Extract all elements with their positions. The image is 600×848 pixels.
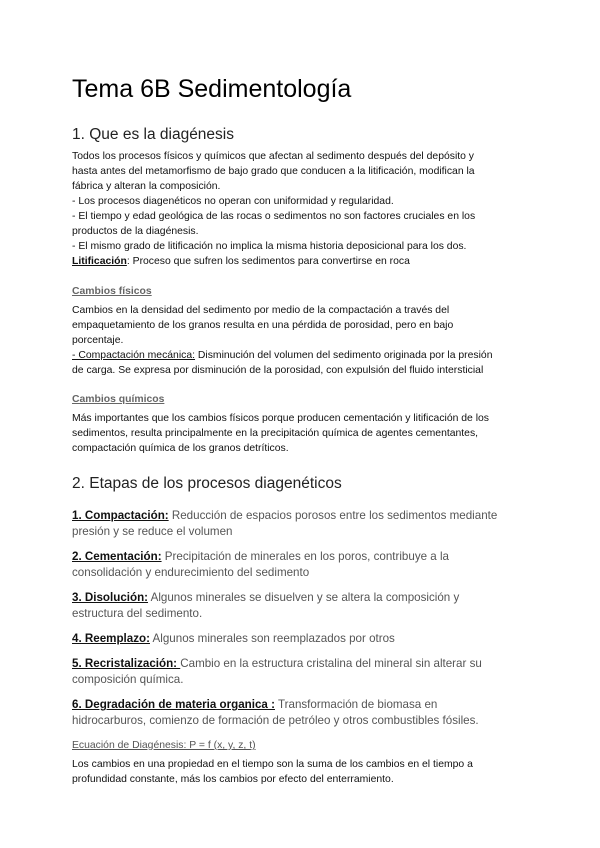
stage-text: hidrocarburos, comienzo de formación de petróleo y otros combustibles fósiles.: [72, 714, 479, 727]
stage-recristalizacion: [72, 656, 528, 688]
text-line: productos de la diagénesis.: [72, 226, 199, 237]
diagenesis-definition: [72, 149, 528, 269]
stage-label: 1. Compactación:: [72, 509, 169, 522]
subheading-cambios-fisicos: Cambios físicos: [72, 286, 152, 297]
text-line: - El mismo grado de litificación no implica la misma historia deposicional para los dos.: [72, 241, 467, 252]
stage-label: 4. Reemplazo:: [72, 632, 150, 645]
text-line: Más importantes que los cambios físicos porque producen cementación y litificación de los: [72, 413, 489, 424]
text-line: Todos los procesos físicos y químicos que afectan al sedimento después del depósito y: [72, 151, 474, 162]
stage-label: 5. Recristalización:: [72, 657, 181, 670]
stage-text: estructura del sedimento.: [72, 607, 203, 620]
stages-list: [72, 508, 528, 729]
compactacion-mecanica-text: Disminución del volumen del sedimento originada por la presión: [195, 350, 493, 361]
text-line: compactación química de los granos detríticos.: [72, 443, 289, 454]
section-heading-etapas: 2. Etapas de los procesos diagenéticos: [72, 475, 342, 492]
ecuacion-diagenesis-body: [72, 757, 528, 787]
stage-label: 3. Disolución:: [72, 591, 149, 604]
text-line: - El tiempo y edad geológica de las rocas o sedimentos no son factores cruciales en los: [72, 211, 476, 222]
stage-text: consolidación y endurecimiento del sedimento: [72, 566, 310, 579]
text-line: Cambios en la densidad del sedimento por medio de la compactación a través del: [72, 305, 450, 316]
text-line: sedimentos, resulta principalmente en la precipitación química de agentes cementantes,: [72, 428, 479, 439]
stage-text: Cambio en la estructura cristalina del mineral sin alterar su: [180, 657, 482, 670]
text-line: profundidad constante, más los cambios por efecto del enterramiento.: [72, 774, 394, 785]
stage-text: Precipitación de minerales en los poros, contribuye a la: [161, 550, 449, 563]
page-title: Tema 6B Sedimentología: [72, 75, 352, 103]
subheading-cambios-quimicos: Cambios químicos: [72, 394, 165, 405]
litificacion-text: : Proceso que sufren los sedimentos para convertirse en roca: [126, 256, 410, 267]
stage-text: Transformación de biomasa en: [274, 698, 438, 711]
litificacion-definition: [72, 254, 528, 269]
stage-label: 2. Cementación:: [72, 550, 162, 563]
stage-reemplazo: [72, 631, 528, 647]
text-line: de carga. Se expresa por disminución de la porosidad, con expulsión del fluido intersticial: [72, 365, 484, 376]
stage-text: Algunos minerales son reemplazados por otros: [149, 632, 395, 645]
stage-text: Reducción de espacios porosos entre los sedimentos mediante: [168, 509, 498, 522]
stage-disolucion: [72, 590, 528, 622]
stage-text: Algunos minerales se disuelven y se altera la composición y: [148, 591, 460, 604]
stage-degradacion: [72, 697, 528, 729]
cambios-fisicos-body: [72, 303, 528, 378]
litificacion-term: Litificación: [72, 256, 127, 267]
text-line: fábrica y alteran la composición.: [72, 181, 221, 192]
compactacion-mecanica-term: - Compactación mecánica:: [72, 350, 196, 361]
ecuacion-diagenesis-heading: Ecuación de Diagénesis: P = f (x, y, z, t): [72, 740, 256, 751]
compactacion-mecanica: [72, 348, 528, 363]
text-line: Los cambios en una propiedad en el tiempo son la suma de los cambios en el tiempo a: [72, 759, 473, 770]
stage-label: 6. Degradación de materia organica :: [72, 698, 275, 711]
stage-text: composición química.: [72, 673, 184, 686]
stage-cementacion: [72, 549, 528, 581]
stage-compactacion: [72, 508, 528, 540]
stage-text: presión y se reduce el volumen: [72, 525, 233, 538]
section-heading-diagenesis: 1. Que es la diagénesis: [72, 126, 234, 143]
text-line: empaquetamiento de los granos resulta en una pérdida de porosidad, pero en bajo: [72, 320, 454, 331]
text-line: porcentaje.: [72, 335, 124, 346]
text-line: hasta antes del metamorfismo de bajo grado que conducen a la litificación, modifican la: [72, 166, 475, 177]
text-line: - Los procesos diagenéticos no operan con uniformidad y regularidad.: [72, 196, 394, 207]
cambios-quimicos-body: [72, 411, 528, 456]
